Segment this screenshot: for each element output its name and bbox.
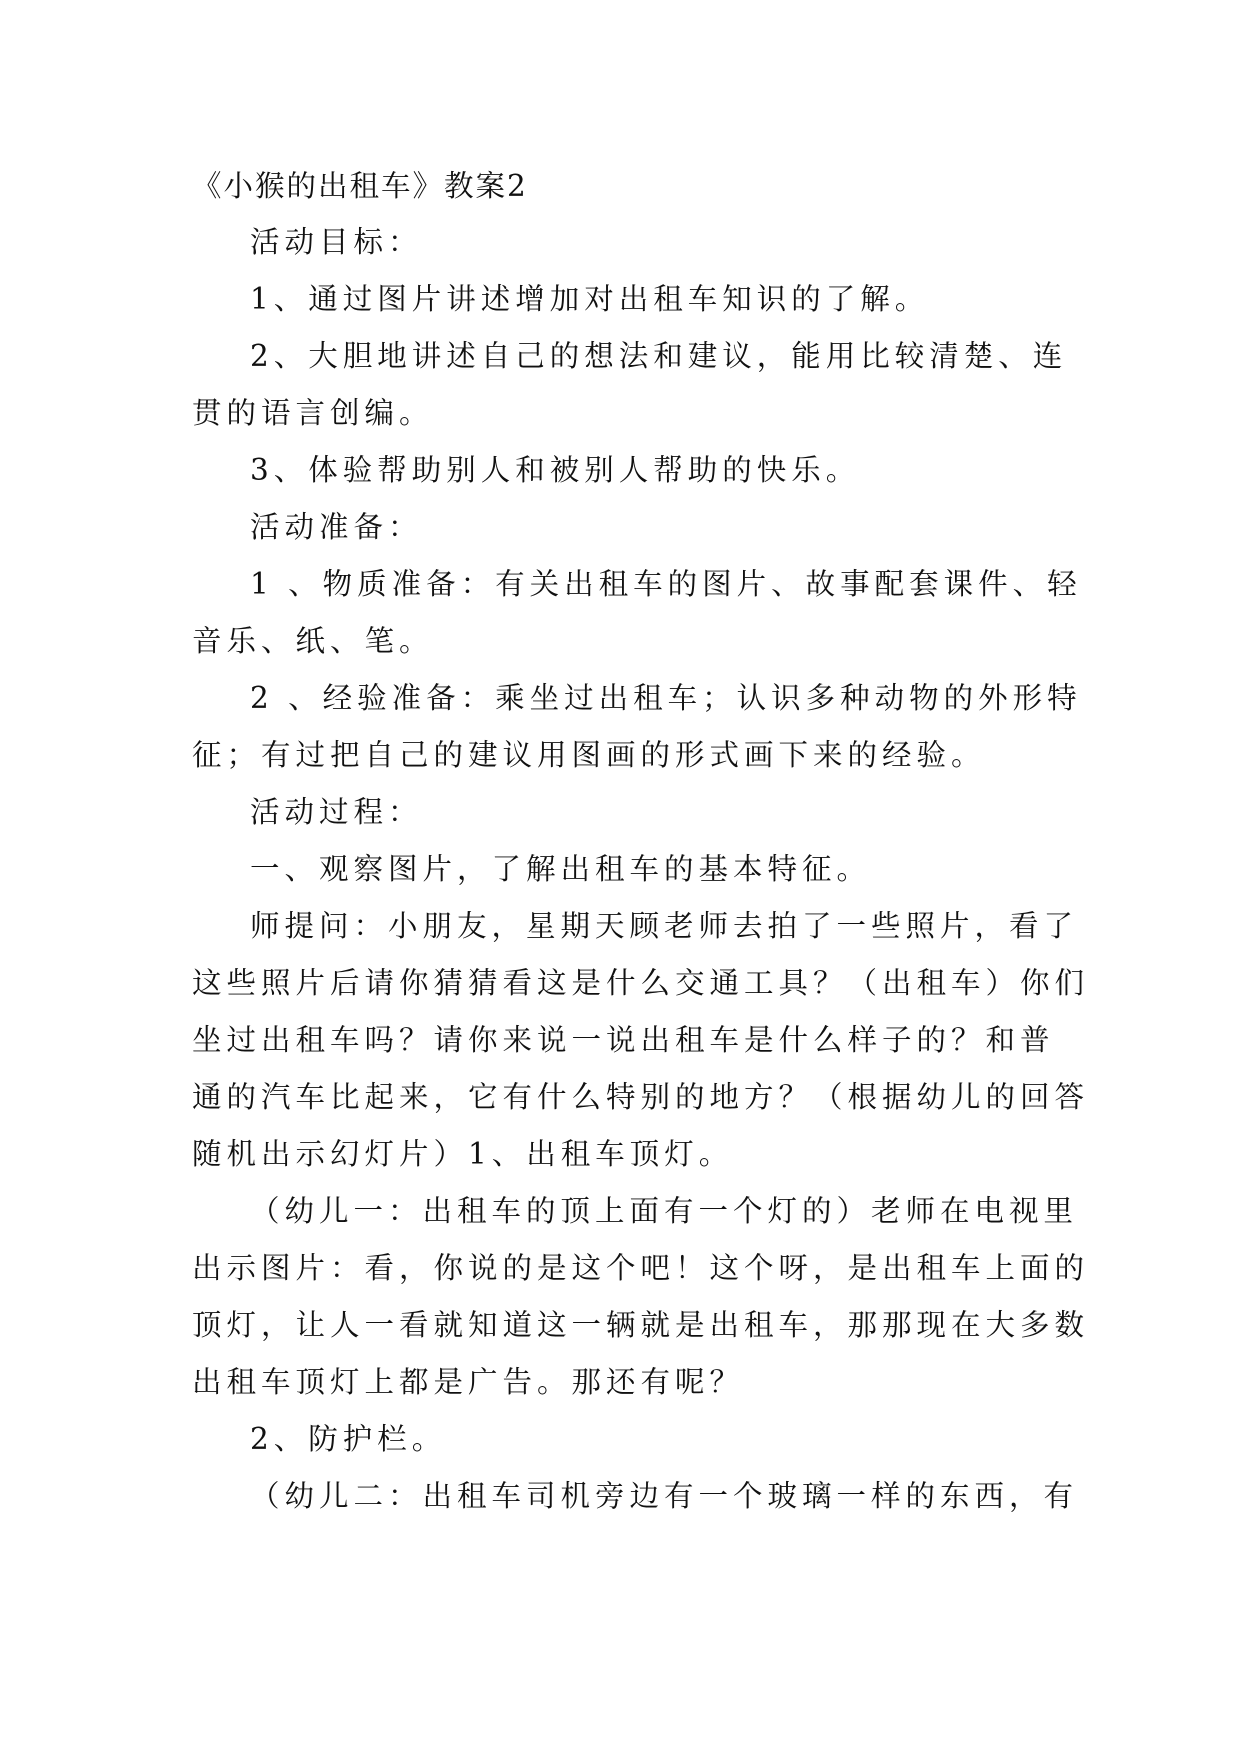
paragraph-line: 这些照片后请你猜猜看这是什么交通工具？（出租车）你们 (192, 966, 1090, 1000)
paragraph-line: 3、体验帮助别人和被别人帮助的快乐。 (250, 453, 861, 487)
paragraph-line: 活动过程： (250, 795, 423, 829)
paragraph-line: 活动准备： (250, 510, 423, 544)
paragraph-line: 顶灯，让人一看就知道这一辆就是出租车，那那现在大多数 (192, 1308, 1090, 1342)
paragraph-line: 师提问：小朋友，星期天顾老师去拍了一些照片，看了 (250, 909, 1079, 943)
paragraph-line: 出租车顶灯上都是广告。那还有呢？ (192, 1365, 745, 1399)
paragraph-line: 2、大胆地讲述自己的想法和建议，能用比较清楚、连 (250, 339, 1068, 373)
paragraph-line: 活动目标： (250, 225, 423, 259)
paragraph-line: 出示图片：看，你说的是这个吧！这个呀，是出租车上面的 (192, 1251, 1090, 1285)
paragraph-line: 随机出示幻灯片）1、出租车顶灯。 (192, 1137, 734, 1171)
paragraph-line: 征；有过把自己的建议用图画的形式画下来的经验。 (192, 738, 986, 772)
paragraph-line: 2 、经验准备：乘坐过出租车；认识多种动物的外形特 (250, 681, 1082, 715)
paragraph-line: 一、观察图片，了解出租车的基本特征。 (250, 852, 872, 886)
paragraph-line: 1 、物质准备：有关出租车的图片、故事配套课件、轻 (250, 567, 1082, 601)
paragraph-line: 2、防护栏。 (250, 1422, 447, 1456)
paragraph-line: 贯的语言创编。 (192, 396, 434, 430)
paragraph-line: （幼儿二：出租车司机旁边有一个玻璃一样的东西，有 (250, 1479, 1079, 1513)
paragraph-line: 通的汽车比起来，它有什么特别的地方？（根据幼儿的回答 (192, 1080, 1090, 1114)
paragraph-line: 坐过出租车吗？请你来说一说出租车是什么样子的？和普 (192, 1023, 1055, 1057)
document-title: 《小猴的出租车》教案2 (192, 169, 528, 203)
paragraph-line: 音乐、纸、笔。 (192, 624, 434, 658)
paragraph-line: 1、通过图片讲述增加对出租车知识的了解。 (250, 282, 930, 316)
paragraph-line: （幼儿一：出租车的顶上面有一个灯的）老师在电视里 (250, 1194, 1079, 1228)
